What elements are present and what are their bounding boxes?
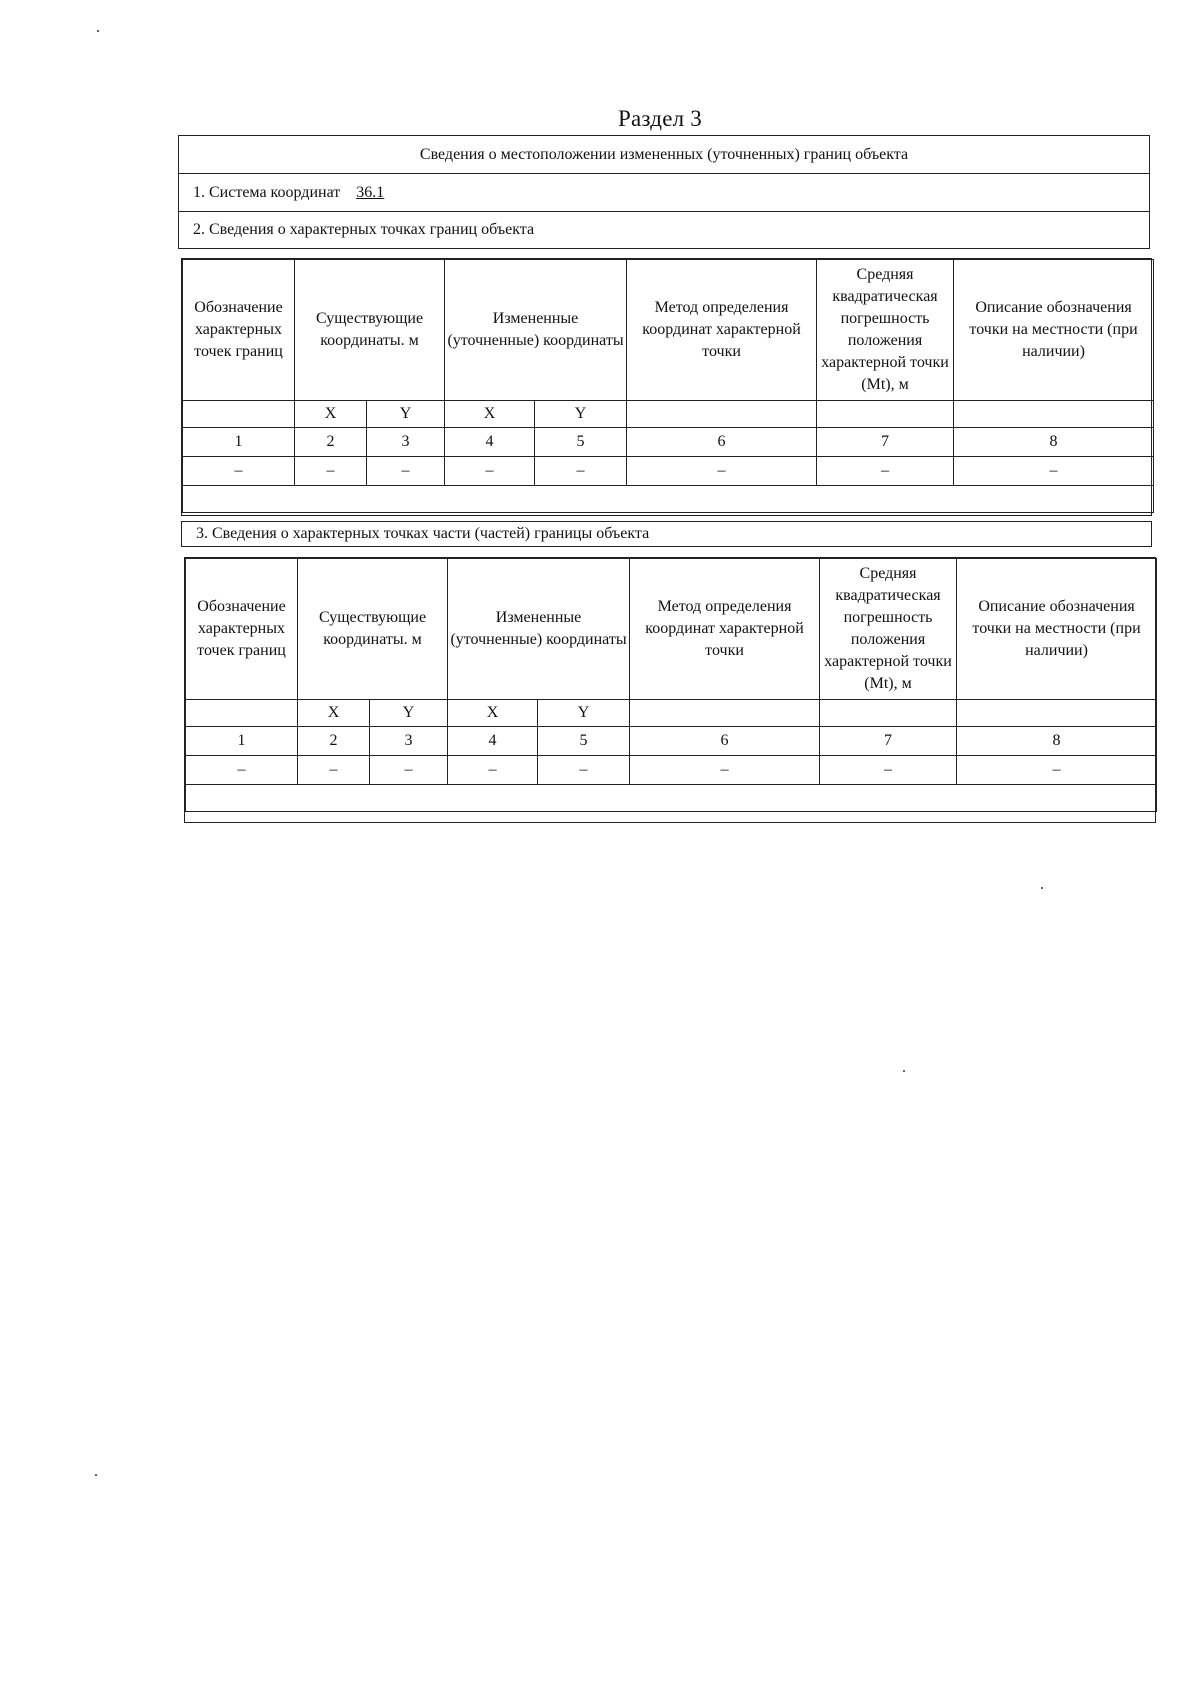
- table-row: [183, 457, 1154, 486]
- col-number: 6: [630, 727, 820, 756]
- info-frame: [178, 135, 1150, 249]
- section2-title: 2. Сведения о характерных точках границ объекта: [193, 221, 535, 238]
- col-number: 7: [820, 727, 957, 756]
- axis-x: X: [445, 401, 535, 428]
- cell-dash: –: [820, 756, 957, 785]
- cell-dash: –: [448, 756, 538, 785]
- axis-y: Y: [535, 401, 627, 428]
- column-number-row: [186, 727, 1157, 756]
- cell-dash: –: [367, 457, 445, 486]
- col-header-changed: Измененные (уточненные) координаты: [445, 260, 627, 401]
- col-number: 5: [538, 727, 630, 756]
- col-number: 7: [817, 428, 954, 457]
- col-number: 1: [186, 727, 298, 756]
- coord-system-row: [179, 174, 1149, 212]
- col-header-description: Описание обозначения точки на местности (при наличии): [957, 559, 1157, 700]
- cell-dash: –: [186, 756, 298, 785]
- axis-y: Y: [538, 700, 630, 727]
- cell-dash: –: [370, 756, 448, 785]
- header-row: [183, 260, 1154, 401]
- col-header-method: Метод определения координат характерной точки: [627, 260, 817, 401]
- cell-dash: –: [298, 756, 370, 785]
- header-row: [186, 559, 1157, 700]
- table-row: [186, 756, 1157, 785]
- empty-row: [183, 486, 1154, 513]
- col-header-existing: Существующие координаты. м: [298, 559, 448, 700]
- scan-speck: [97, 30, 99, 32]
- axis-x: X: [295, 401, 367, 428]
- col-number: 3: [370, 727, 448, 756]
- col-header-error: Средняя квадратическая погрешность положения характерной точки (Mt), м: [820, 559, 957, 700]
- axis-row: [183, 401, 1154, 428]
- col-number: 2: [295, 428, 367, 457]
- axis-row: [186, 700, 1157, 727]
- col-header-designation: Обозначение характерных точек границ: [186, 559, 298, 700]
- cell-dash: –: [535, 457, 627, 486]
- col-number: 4: [448, 727, 538, 756]
- column-number-row: [183, 428, 1154, 457]
- section3-title: 3. Сведения о характерных точках части (частей) границы объекта: [181, 521, 1152, 547]
- col-number: 3: [367, 428, 445, 457]
- axis-y: Y: [367, 401, 445, 428]
- cell-dash: –: [630, 756, 820, 785]
- points-table-2: [185, 558, 1157, 812]
- empty-row: [186, 785, 1157, 812]
- points-table-2-frame: [184, 557, 1156, 823]
- col-number: 8: [954, 428, 1154, 457]
- scan-speck: [1041, 887, 1043, 889]
- cell-dash: –: [295, 457, 367, 486]
- cell-dash: –: [627, 457, 817, 486]
- col-number: 1: [183, 428, 295, 457]
- scan-speck: [95, 1474, 97, 1476]
- points-table-1-frame: [181, 258, 1152, 516]
- col-header-error: Средняя квадратическая погрешность положения характерной точки (Mt), м: [817, 260, 954, 401]
- axis-x: X: [448, 700, 538, 727]
- col-header-method: Метод определения координат характерной точки: [630, 559, 820, 700]
- header-caption: Сведения о местоположении измененных (уточненных) границ объекта: [179, 136, 1149, 174]
- col-number: 2: [298, 727, 370, 756]
- cell-dash: –: [957, 756, 1157, 785]
- points-table-1: [182, 259, 1154, 513]
- cell-dash: –: [445, 457, 535, 486]
- col-number: 8: [957, 727, 1157, 756]
- coord-system-label: 1. Система координат: [193, 183, 341, 201]
- col-header-existing: Существующие координаты. м: [295, 260, 445, 401]
- col-header-description: Описание обозначения точки на местности (при наличии): [954, 260, 1154, 401]
- scan-speck: [903, 1070, 905, 1072]
- cell-dash: –: [538, 756, 630, 785]
- coord-system-value: 36.1: [356, 183, 385, 201]
- col-number: 6: [627, 428, 817, 457]
- col-header-changed: Измененные (уточненные) координаты: [448, 559, 630, 700]
- col-header-designation: Обозначение характерных точек границ: [183, 260, 295, 401]
- page-title: Раздел 3: [618, 106, 702, 131]
- axis-y: Y: [370, 700, 448, 727]
- col-number: 5: [535, 428, 627, 457]
- axis-x: X: [298, 700, 370, 727]
- cell-dash: –: [183, 457, 295, 486]
- cell-dash: –: [954, 457, 1154, 486]
- cell-dash: –: [817, 457, 954, 486]
- col-number: 4: [445, 428, 535, 457]
